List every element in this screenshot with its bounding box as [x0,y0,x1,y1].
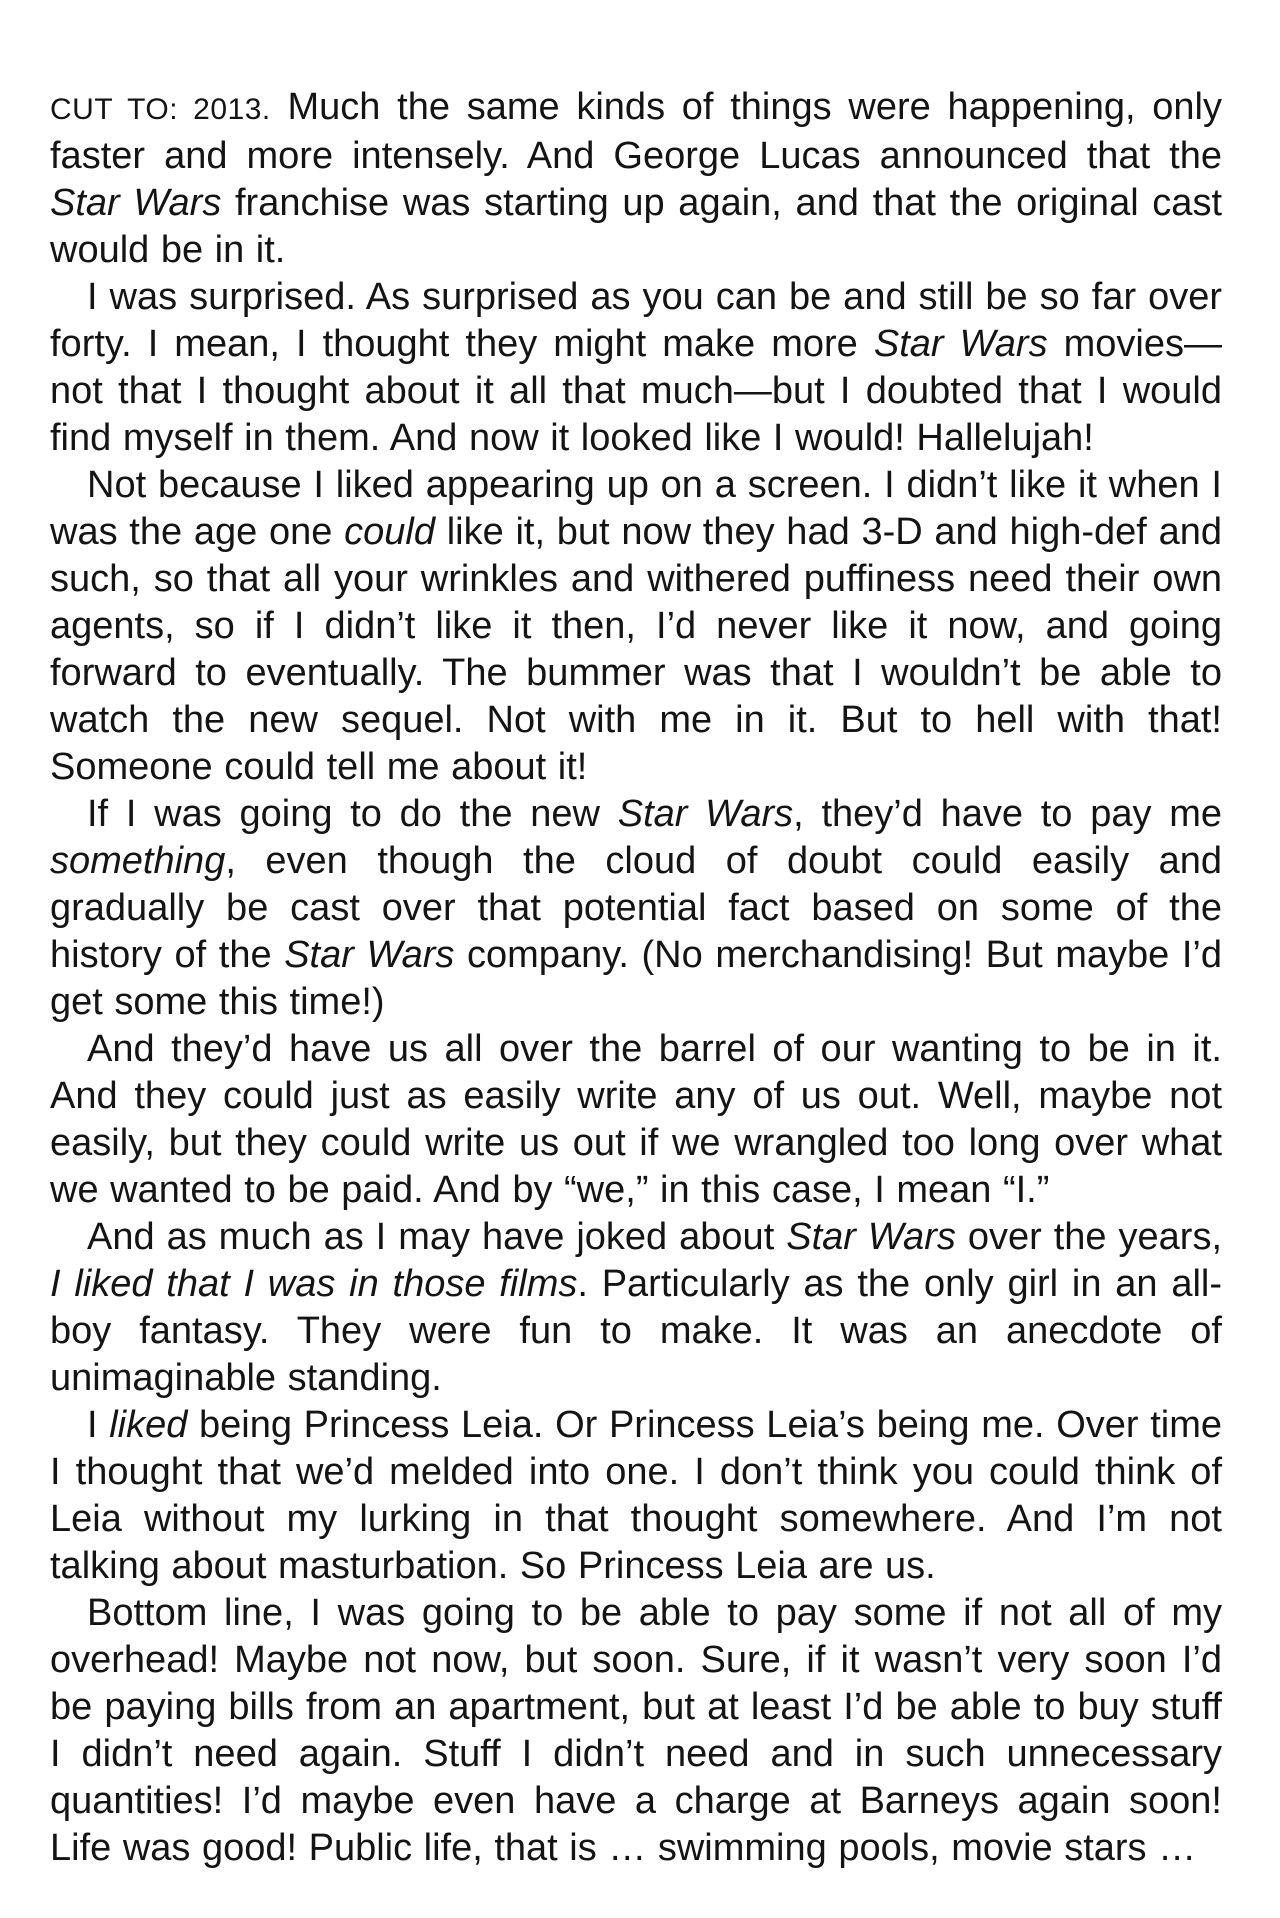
paragraph [50,274,1222,462]
paragraph [50,84,1222,274]
text-run: something [50,840,226,882]
text-run: I [87,1404,110,1446]
text-run: Star Wars [284,934,455,976]
paragraph [50,791,1222,1026]
text-run: CUT TO: 2013. [50,93,271,126]
text-run: If I was going to do the new [87,793,618,835]
text-run: like it, but now they had 3-D and high-def and such, so that all your wrinkles and withered puffiness need their own agents, so if I didn’t like it then, I’d never like it now, and going forward to eventually. The bummer was that I wouldn’t be able to watch the new sequel. Not with me in it. But to hell with that! Someone could tell me about it! [50,511,1222,788]
text-run: movies—not that I thought about it all that much—but I doubted that I would find myself in them. And now it looked like I would! Hallelujah! [50,323,1223,459]
text-run: And they’d have us all over the barrel of our wanting to be in it. And they could just as easily write any of us out. Well, maybe not easily, but they could write us out if we wrangled too long over what we wanted to be paid. And by “we,” in this case, I mean “I.” [50,1028,1222,1211]
paragraph [50,1026,1222,1214]
text-run: Star Wars [873,323,1048,365]
text-run: being Princess Leia. Or Princess Leia’s being me. Over time I thought that we’d melded into one. I don’t think you could think of Leia without my lurking in that thought somewhere. And I’m not talking about masturbation. So Princess Leia are us. [50,1404,1222,1587]
text-run: . Particularly as the only girl in an all-boy fantasy. They were fun to make. It was an anecdote of unimaginable standing. [50,1263,1222,1399]
text-run: , even though the cloud of doubt could easily and gradually be cast over that potential fact based on some of the history of the [50,840,1222,976]
page-text [50,84,1222,1872]
text-run: I liked that I was in those films [50,1263,578,1305]
text-run: And as much as I may have joked about [87,1216,787,1258]
text-run: over the years, [955,1216,1222,1258]
paragraph [50,1214,1222,1402]
text-run: company. (No merchandising! But maybe I’d get some this time!) [50,934,1222,1023]
text-run: Star Wars [50,182,222,224]
paragraph [50,1402,1222,1590]
text-run: Star Wars [786,1216,956,1258]
text-run: liked [109,1404,188,1446]
text-run: Not because I liked appearing up on a screen. I didn’t like it when I was the age one [50,464,1222,553]
text-run: Bottom line, I was going to be able to pay some if not all of my overhead! Maybe not now, but soon. Sure, if it wasn’t very soon I’d be paying bills from an apartment, but at least I’d be able to buy stuff I didn’t need again. Stuff I didn’t need and in such unnecessary quantities! I’d maybe even have a charge at Barneys again soon! Life was good! Public life, that is … swimming pools, movie stars … [50,1592,1222,1869]
text-run: , they’d have to pay me [793,793,1222,835]
text-run: franchise was starting up again, and that the original cast would be in it. [50,182,1222,271]
text-run: Much the same kinds of things were happening, only faster and more intensely. And George Lucas announced that the [50,86,1222,177]
text-run: Star Wars [617,793,794,835]
paragraph [50,462,1222,791]
text-run: I was surprised. As surprised as you can be and still be so far over forty. I mean, I thought they might make more [50,276,1222,365]
text-run: could [344,511,435,553]
paragraph [50,1590,1222,1872]
